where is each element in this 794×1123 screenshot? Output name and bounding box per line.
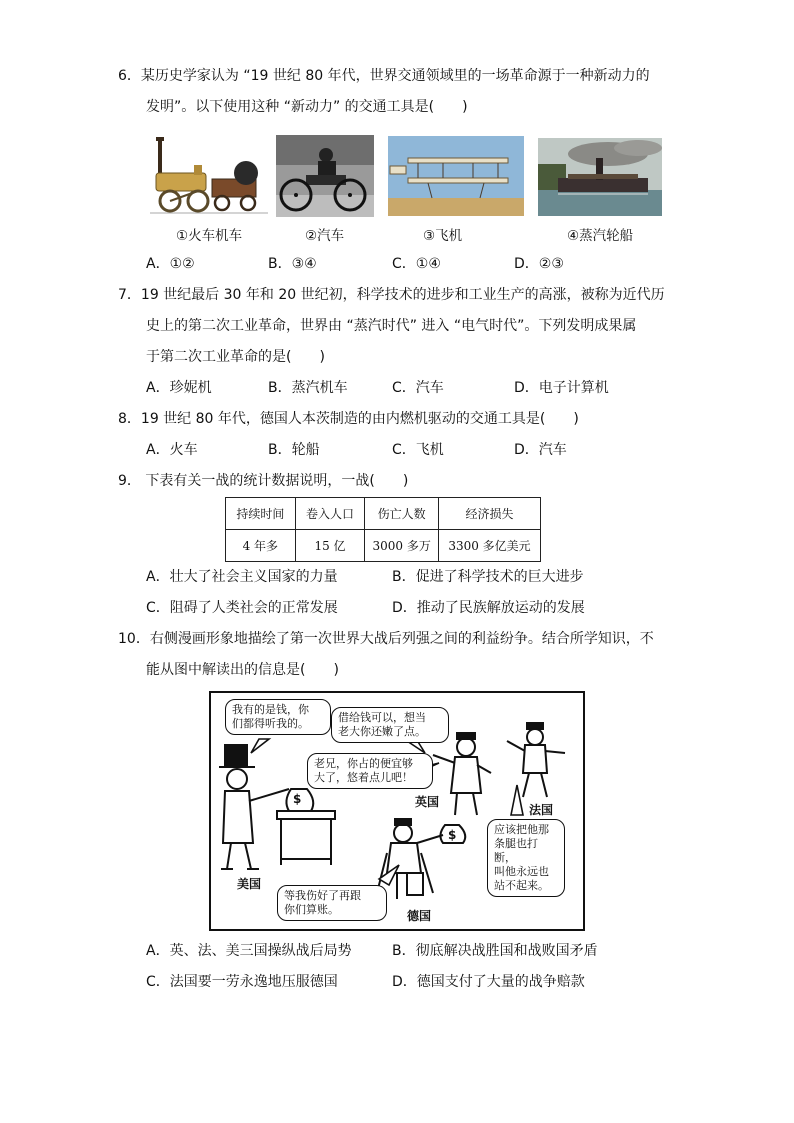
table-cell: 3300 多亿美元 [439, 530, 541, 562]
locomotive-image [150, 135, 268, 217]
q6-option-d[interactable]: D．②③ [514, 256, 564, 272]
label-us: 美国 [237, 877, 262, 891]
steamship-image [538, 138, 662, 216]
q7-option-b[interactable]: B．蒸汽机车 [268, 380, 348, 396]
caption-locomotive: ①火车机车 [176, 228, 243, 244]
table-header: 卷入人口 [295, 498, 365, 530]
q8-option-c[interactable]: C．飞机 [392, 442, 444, 458]
label-germany: 德国 [407, 909, 432, 923]
caption-steamship: ④蒸汽轮船 [567, 228, 634, 244]
table-cell: 3000 多万 [365, 530, 439, 562]
speech-bubble-france: 应该把他那 条腿也打断， 叫他永远也 站不起来。 [487, 819, 565, 897]
q10-option-b[interactable]: B．彻底解决战胜国和战败国矛盾 [392, 943, 598, 959]
money-sign-us: $ [293, 792, 302, 806]
q6-option-a[interactable]: A．①② [146, 256, 195, 272]
money-sign-germany: $ [448, 828, 457, 842]
q7-option-a[interactable]: A．珍妮机 [146, 380, 212, 396]
label-france: 法国 [529, 803, 554, 817]
q6-option-c[interactable]: C．①④ [392, 256, 441, 272]
label-uk: 英国 [415, 795, 440, 809]
caption-car: ②汽车 [305, 228, 345, 244]
speech-bubble-us: 我有的是钱，你 们都得听我的。 [225, 699, 331, 735]
q8-stem: 8．19 世纪 80 年代，德国人本茨制造的由内燃机驱动的交通工具是( ) [118, 411, 579, 427]
q8-option-d[interactable]: D．汽车 [514, 442, 567, 458]
table-header: 持续时间 [226, 498, 296, 530]
q7-stem-line1: 7．19 世纪最后 30 年和 20 世纪初，科学技术的进步和工业生产的高涨，被称为近代历 [118, 287, 665, 303]
q10-option-d[interactable]: D．德国支付了大量的战争赔款 [392, 974, 585, 990]
table-header: 伤亡人数 [365, 498, 439, 530]
q7-option-c[interactable]: C．汽车 [392, 380, 444, 396]
q10-stem-line1: 10．右侧漫画形象地描绘了第一次世界大战后列强之间的利益纷争。结合所学知识，不 [118, 631, 654, 647]
q7-stem-line2: 史上的第二次工业革命，世界由 “蒸汽时代” 进入 “电气时代”。下列发明成果属 [146, 318, 637, 334]
wwi-cartoon [209, 691, 585, 931]
speech-bubble-uk: 借给钱可以，想当 老大你还嫩了点。 [331, 707, 449, 743]
q7-stem-line3: 于第二次工业革命的是( ) [146, 349, 325, 365]
q6-stem-line1: 6．某历史学家认为 “19 世纪 80 年代，世界交通领域里的一场革命源于一种新动力的 [118, 68, 650, 84]
car-image [276, 135, 374, 217]
speech-bubble-germany: 等我伤好了再跟 你们算账。 [277, 885, 387, 921]
speech-bubble-uk-2: 老兄，你占的便宜够 大了，悠着点儿吧！ [307, 753, 433, 789]
q9-option-c[interactable]: C．阻碍了人类社会的正常发展 [146, 600, 338, 616]
caption-airplane: ③飞机 [423, 228, 463, 244]
table-header: 经济损失 [439, 498, 541, 530]
q9-option-d[interactable]: D．推动了民族解放运动的发展 [392, 600, 585, 616]
q8-option-b[interactable]: B．轮船 [268, 442, 320, 458]
table-cell: 4 年多 [226, 530, 296, 562]
table-cell: 15 亿 [295, 530, 365, 562]
q6-stem-line2: 发明”。以下使用这种 “新动力” 的交通工具是( ) [146, 99, 468, 115]
q10-option-c[interactable]: C．法国要一劳永逸地压服德国 [146, 974, 338, 990]
q6-option-b[interactable]: B．③④ [268, 256, 317, 272]
q10-stem-line2: 能从图中解读出的信息是( ) [146, 662, 339, 678]
war-stats-table [225, 497, 541, 562]
q9-option-a[interactable]: A．壮大了社会主义国家的力量 [146, 569, 338, 585]
q8-option-a[interactable]: A．火车 [146, 442, 198, 458]
q7-option-d[interactable]: D．电子计算机 [514, 380, 609, 396]
airplane-image [388, 136, 524, 216]
q10-option-a[interactable]: A．英、法、美三国操纵战后局势 [146, 943, 352, 959]
q9-stem: 9． 下表有关一战的统计数据说明，一战( ) [118, 473, 409, 489]
q9-option-b[interactable]: B．促进了科学技术的巨大进步 [392, 569, 584, 585]
